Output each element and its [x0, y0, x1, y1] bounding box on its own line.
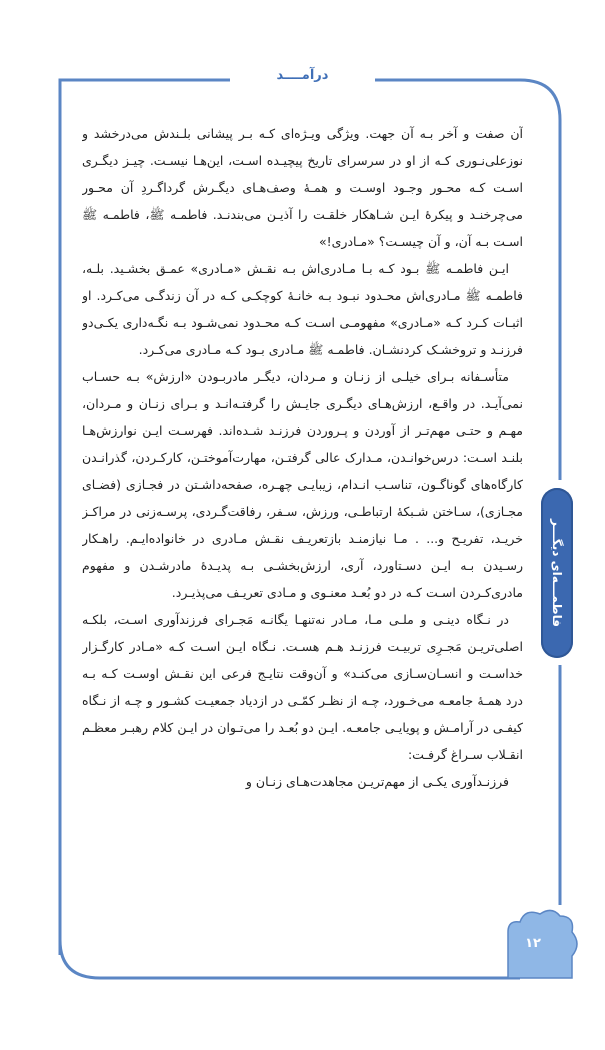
side-tab-label: فاطمـــه‌ای دیگـــر: [550, 519, 564, 627]
paragraph-2: ایـن فاطمـه ﷺ بـود کـه بـا مـادری‌اش بـه نقـش «مـادری» عمـق بخشـید. بلـه، فاطمـه ﷺ مـادری‌اش محـدود نبـود بـه خانـۀ کوچکـی کـه در آن زندگـی می‌کـرد. او اثبـات کـرد کـه «مـادری» مفهومـی اسـت کـه محـدود نمی‌شـود بـه نگـه‌داری یکـی‌دو فرزنـد و تروخشـک کردنشـان. فاطمـه ﷺ مـادری بـود کـه مـادری می‌کـرد.: [82, 261, 523, 357]
quote-start: فرزنـدآوری یکـی از مهم‌تریـن مجاهدت‌هـای زنـان و: [245, 774, 509, 789]
chapter-title: درآمــــد: [276, 68, 329, 83]
paragraph-3: متأسـفانه بـرای خیلـی از زنـان و مـردان، دیگـر مادربـودن «ارزش» بـه حسـاب نمی‌آیـد. در واقـع، ارزش‌هـای دیگـری جایـش را گرفتـه‌انـد و بـرای زنـان و مـردان، مهـم و حتـی مهم‌تـر از آوردن و پـروردن فرزنـد شـده‌اند. فهرسـت ایـن نوارزش‌هـا بلنـد اسـت: درس‌خوانـدن، مـدارک عالی گرفتـن، مهارت‌آموختـن، کارکـردن، گذرانـدن کارگاه‌های گوناگـون، تناسـب انـدام، زیبایـی چهـره، صفحه‌داشـتن در فجـازی (فضـای مجـازی)، سـاختن شـبکۀ ارتباطـی، ورزش، سـفر، رفاقت‌گـردی، پرسـه‌زنی در مراکـز خریـد، تفریـح و... . مـا نیازمنـد بازتعریـف نقـش مـادری در خانواده‌ایـم. راهـکار رسـیدن بـه ایـن دسـتاورد، آری، ارزش‌بخشـی بـه پدیـدۀ مادرشـدن و مفهوم مادری‌کـردن اسـت کـه در دو بُعـد معنـوی و مـادی تعریـف می‌پذیـرد.: [82, 369, 523, 600]
paragraph-4: در نـگاه دینـی و ملـی مـا، مـادر نه‌تنهـا یگانـه مَجـرای فرزندآوری اسـت، بلکـه اصلی‌تریـن مَجـرِی تربیـت فرزنـد هـم هسـت. نـگاه ایـن اسـت کـه «مـادر کارگـزار خداسـت و انسـان‌سـازی می‌کنـد» و آن‌وقت نتایـج فرعی این نقـش اوسـت کـه بـه درد همـۀ جامعـه می‌خـورد، چـه از نظـر کمّـی در ازدیاد جمعیـت کشـور و چـه از نـگاه کیفـی در آرامـش و پویایـی جامعـه. ایـن دو بُعـد را می‌تـوان در ایـن کلام رهبـر معظـم انقـلاب سـراغ گرفـت:: [82, 612, 523, 762]
side-tab: [541, 488, 573, 658]
page-number: ۱۲: [525, 936, 541, 951]
main-text: [82, 120, 523, 940]
paragraph-1: آن صفت و آخر بـه آن جهت. ویژگی ویـژه‌ای کـه بـر پیشانی بلـندش می‌درخشد و نوزعلی‌نـوری کـه از او در سرسرای تاریخ پیچیـده اسـت، این‌هـا نیسـت. چیـز دیگـری اسـت کـه محـور وجـود اوسـت و همـۀ وصف‌هـای دیگـرش گرداگـردِ آن محـور می‌چرخنـد و پیکرۀ ایـن شـاهکار خلقـت را آذیـن می‌بندنـد. فاطمـه ﷺ، فاطمـه ﷺ اسـت بـه آن، و آن چیسـت؟ «مـادری!»: [82, 126, 523, 249]
frame-bottom: [60, 940, 520, 978]
